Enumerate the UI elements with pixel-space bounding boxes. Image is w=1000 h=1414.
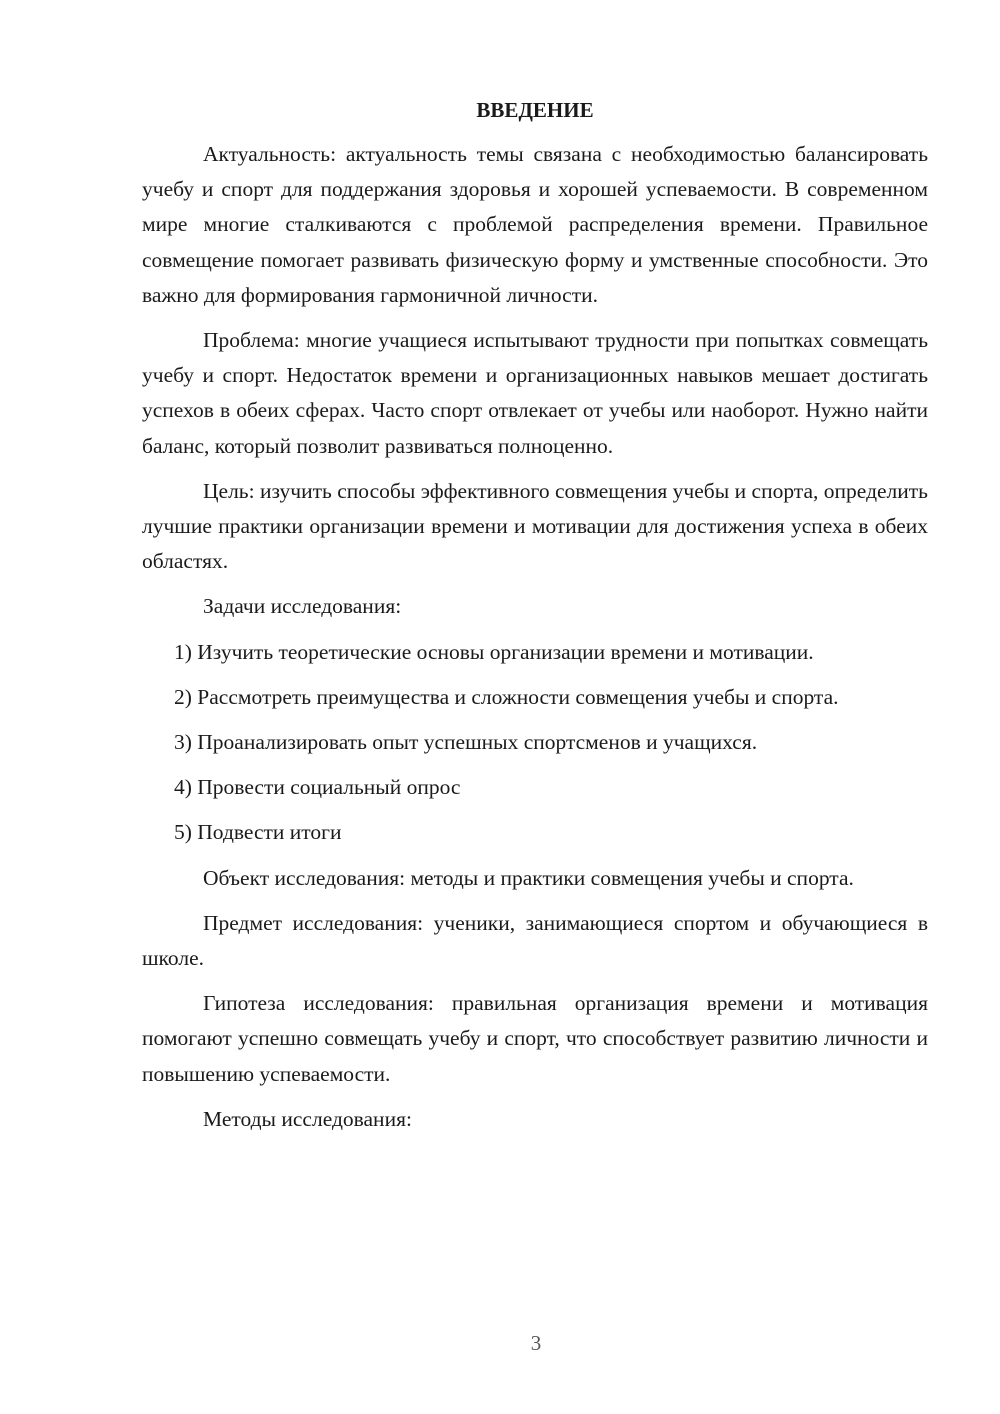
task-item-2: 2) Рассмотреть преимущества и сложности совмещения учебы и спорта. — [174, 684, 839, 709]
paragraph-problem: Проблема: многие учащиеся испытывают трудности при попытках совмещать учебу и спорт. Недостаток времени и организационных навыков мешает достигать успехов в обеих сферах. Часто спорт отвлекает от учебы или наоборот. Нужно найти баланс, который позволит развиваться полноценно. — [142, 328, 928, 458]
task-item-5: 5) Подвести итоги — [174, 820, 342, 845]
paragraph-goal: Цель: изучить способы эффективного совмещения учебы и спорта, определить лучшие практики организации времени и мотивации для достижения успеха в обеих областях. — [142, 478, 928, 574]
paragraph-hypothesis: Гипотеза исследования: правильная организация времени и мотивация помогают успешно совмещать учебу и спорт, что способствует развитию личности и повышению успеваемости. — [142, 991, 928, 1086]
task-item-1: 1) Изучить теоретические основы организации времени и мотивации. — [174, 639, 814, 664]
document-page — [142, 95, 928, 1147]
page-title: ВВЕДЕНИЕ — [476, 98, 594, 122]
paragraph-relevance: Актуальность: актуальность темы связана с необходимостью балансировать учебу и спорт для поддержания здоровья и хорошей успеваемости. В современном мире многие сталкиваются с проблемой распределения времени. Правильное совмещение помогает развивать физическую форму и умственные способности. Это важно для формирования гармоничной личности. — [142, 142, 928, 307]
task-item-3: 3) Проанализировать опыт успешных спортсменов и учащихся. — [174, 730, 758, 755]
tasks-heading: Задачи исследования: — [203, 594, 402, 619]
paragraph-subject: Предмет исследования: ученики, занимающиеся спортом и обучающиеся в школе. — [142, 910, 928, 971]
methods-heading: Методы исследования: — [203, 1106, 412, 1131]
paragraph-object: Объект исследования: методы и практики совмещения учебы и спорта. — [203, 865, 854, 890]
page-number: 3 — [530, 1331, 542, 1355]
task-item-4: 4) Провести социальный опрос — [174, 775, 461, 800]
